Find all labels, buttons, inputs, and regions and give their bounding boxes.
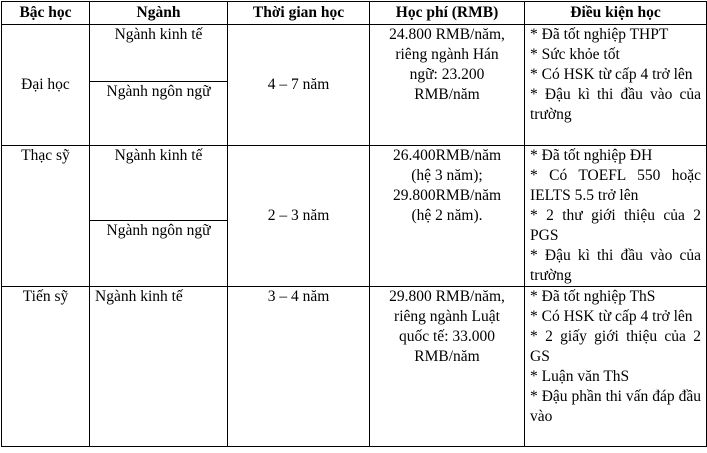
fee-line: 24.800 RMB/năm,: [389, 26, 505, 43]
condition-item: * Có TOEFL 550 hoặc IELTS 5.5 trở lên: [530, 167, 701, 204]
condition-item: * Có HSK từ cấp 4 trở lên: [530, 308, 693, 325]
conditions-cell: [525, 146, 707, 287]
fee-line: (hệ 3 năm);: [411, 167, 483, 184]
level-cell: Đại học: [2, 25, 90, 146]
duration-cell: 2 – 3 năm: [228, 146, 370, 287]
condition-item: * Sức khỏe tốt: [530, 46, 620, 63]
header-row: [2, 2, 707, 25]
header-level: Bậc học: [2, 2, 90, 25]
table-row: [2, 287, 707, 447]
duration-cell: 3 – 4 năm: [228, 287, 370, 447]
condition-item: * Đậu kì thi đầu vào của trường: [530, 86, 701, 123]
fee-cell: [370, 25, 525, 146]
condition-item: * Luận văn ThS: [530, 368, 630, 385]
fee-line: ngữ: 23.200: [409, 66, 485, 83]
level-cell: Thạc sỹ: [2, 146, 90, 287]
level-cell: Tiến sỹ: [2, 287, 90, 447]
condition-item: * Đậu kì thi đầu vào của trường: [530, 247, 701, 284]
study-levels-table: [1, 1, 707, 447]
conditions-cell: [525, 25, 707, 146]
fee-line: riêng ngành Hán: [395, 46, 499, 63]
fee-line: riêng ngành Luật: [394, 308, 500, 325]
major-cell: Ngành kinh tế: [90, 287, 228, 447]
fee-line: quốc tế: 33.000: [399, 328, 495, 345]
fee-line: RMB/năm: [414, 348, 480, 365]
fee-cell: [370, 146, 525, 287]
conditions-cell: [525, 287, 707, 447]
header-conditions: Điều kiện học: [525, 2, 707, 25]
header-duration: Thời gian học: [228, 2, 370, 25]
condition-item: * Có HSK từ cấp 4 trở lên: [530, 66, 693, 83]
major-cell: Ngành kinh tế: [90, 146, 228, 221]
condition-item: * Đậu phần thi vấn đáp đầu vào: [530, 388, 701, 425]
fee-line: 29.800 RMB/năm,: [389, 288, 505, 305]
major-cell: Ngành ngôn ngữ: [90, 221, 228, 287]
fee-line: RMB/năm: [414, 86, 480, 103]
fee-line: 29.800RMB/năm: [392, 187, 502, 204]
major-cell: Ngành ngôn ngữ: [90, 82, 228, 146]
fee-line: 26.400RMB/năm: [392, 147, 502, 164]
condition-item: * Đã tốt nghiệp ThS: [530, 288, 656, 305]
condition-item: * 2 giấy giới thiệu của 2 GS: [530, 328, 701, 365]
fee-cell: [370, 287, 525, 447]
header-fee: Học phí (RMB): [370, 2, 525, 25]
condition-item: * Đã tốt nghiệp THPT: [530, 26, 669, 43]
header-major: Ngành: [90, 2, 228, 25]
duration-cell: 4 – 7 năm: [228, 25, 370, 146]
table-row: [2, 146, 707, 221]
condition-item: * Đã tốt nghiệp ĐH: [530, 147, 653, 164]
table-row: [2, 25, 707, 82]
fee-line: (hệ 2 năm).: [411, 207, 483, 224]
major-cell: Ngành kinh tế: [90, 25, 228, 82]
condition-item: * 2 thư giới thiệu của 2 PGS: [530, 207, 701, 244]
